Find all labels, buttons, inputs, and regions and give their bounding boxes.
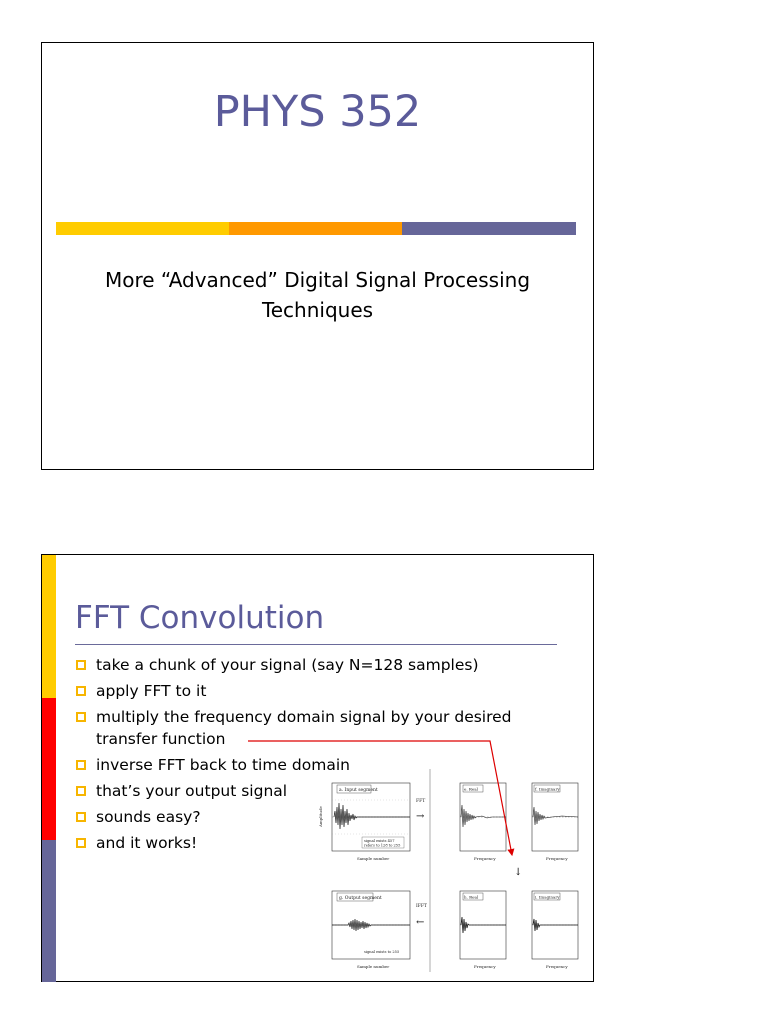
fft-label: FFT <box>416 799 426 804</box>
output-note: signal exists to 255 <box>364 950 400 954</box>
real-top-label: e. Real <box>464 786 478 792</box>
real-bottom-plot <box>460 891 506 969</box>
real-top-plot <box>460 783 506 861</box>
slide-title: PHYS 352 <box>213 87 422 137</box>
accent-bar-orange <box>229 222 402 235</box>
bullet-item: sounds easy? <box>75 806 575 828</box>
imag-top-label: f. Imaginary <box>535 786 560 792</box>
bullet-item: take a chunk of your signal (say N=128 samples) <box>75 654 575 676</box>
output-segment-plot <box>332 891 410 969</box>
imag-top-plot <box>532 783 578 861</box>
bullet-item: and it works! <box>75 832 575 854</box>
side-bar-yellow <box>42 555 56 698</box>
bullet-square-icon <box>76 760 86 770</box>
input-note-2: refers to 128 to 255 <box>364 843 401 848</box>
left-arrow-icon: ← <box>416 917 425 928</box>
x-axis-label: Frequency <box>546 856 568 861</box>
subtitle-line-1: More “Advanced” Digital Signal Processing <box>104 268 531 292</box>
title-slide <box>41 42 594 470</box>
bullet-square-icon <box>76 686 86 696</box>
y-axis-label: Amplitude <box>318 806 323 827</box>
imag-bottom-plot <box>532 891 578 969</box>
bullet-item: that’s your output signal <box>75 780 575 802</box>
x-axis-label: Frequency <box>474 856 496 861</box>
bullet-square-icon <box>76 838 86 848</box>
down-arrow-icon: ↓ <box>514 867 523 878</box>
input-segment-plot <box>318 783 410 861</box>
right-arrow-icon: → <box>416 811 425 822</box>
bullet-square-icon <box>76 786 86 796</box>
subtitle-line-2: Techniques <box>261 298 374 322</box>
ifft-label: IFFT <box>416 904 428 909</box>
x-axis-label: Frequency <box>474 964 496 969</box>
x-axis-label: Sample number <box>357 964 390 969</box>
slide-subtitle <box>72 265 563 325</box>
side-bar-purple <box>42 840 56 982</box>
input-note: signal exists 457 <box>364 839 395 843</box>
title-rule <box>75 644 557 645</box>
bullet-item: multiply the frequency domain signal by your desired transfer function <box>75 706 566 750</box>
bullet-item: apply FFT to it <box>75 680 575 702</box>
x-axis-label: Frequency <box>546 964 568 969</box>
input-segment-label: a. Input segment <box>339 788 378 793</box>
bullet-square-icon <box>76 712 86 722</box>
side-bar-red <box>42 698 56 840</box>
bullet-square-icon <box>76 812 86 822</box>
accent-bar-yellow <box>56 222 229 235</box>
content-slide <box>41 554 594 982</box>
x-axis-label: Sample number <box>357 856 390 861</box>
output-segment-label: g. Output segment <box>339 896 382 901</box>
fft-convolution-figure <box>312 767 582 977</box>
imag-bottom-label: i. Imaginary <box>535 894 560 900</box>
bullet-square-icon <box>76 660 86 670</box>
real-bottom-label: h. Real <box>464 894 479 900</box>
accent-bar-purple <box>402 222 576 235</box>
bullet-item: inverse FFT back to time domain <box>75 754 575 776</box>
slide-title: FFT Convolution <box>75 600 325 636</box>
